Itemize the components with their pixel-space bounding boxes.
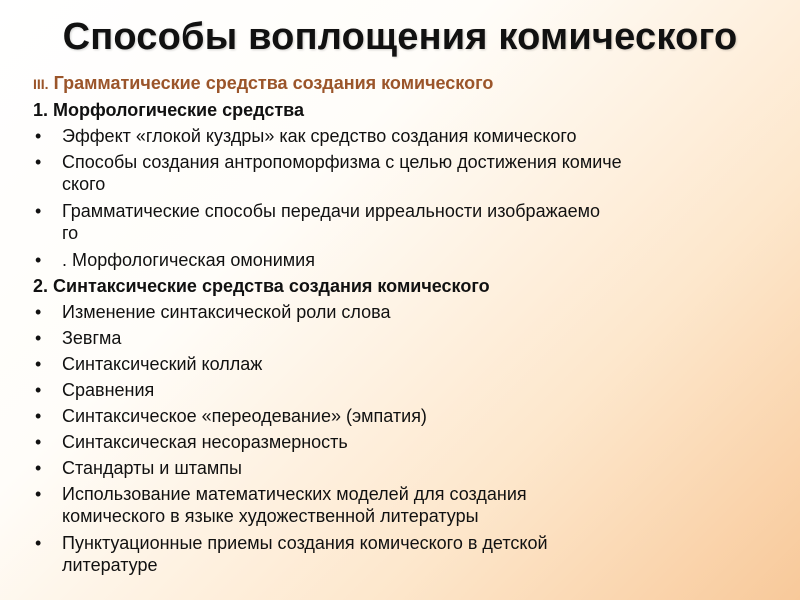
section-heading-text: Грамматические средства создания комического <box>48 73 494 93</box>
morphology-bullet-1 <box>33 125 763 147</box>
syntax-bullet-6 <box>33 431 763 453</box>
syntax-bullet-1 <box>33 301 763 323</box>
syntax-bullet-text-6: • Синтаксическая несоразмерность <box>62 432 348 452</box>
syntax-bullet-text-7: • Стандарты и штампы <box>62 458 242 478</box>
roman-numeral: III. <box>33 76 49 92</box>
syntax-bullet-text-4: • Сравнения <box>62 380 155 400</box>
syntax-bullet-5 <box>33 405 763 427</box>
subsection-syntax-heading: 2. Синтаксические средства создания комического <box>33 276 490 296</box>
morphology-bullet-text-2: • Способы создания антропоморфизма с целью достижения комиче ского <box>62 152 622 194</box>
syntax-bullet-text-9: • Пунктуационные приемы создания комического в детской литературе <box>62 533 548 575</box>
morphology-bullet-text-3: • Грамматические способы передачи ирреальности изображаемо го <box>62 201 601 243</box>
syntax-bullet-text-8: • Использование математических моделей для создания комического в языке художественной литературы <box>62 484 527 526</box>
syntax-bullet-text-3: • Синтаксический коллаж <box>62 354 263 374</box>
subsection-morphology-heading: 1. Морфологические средства <box>33 100 305 120</box>
syntax-bullet-2 <box>33 327 763 349</box>
syntax-bullet-9 <box>33 532 763 576</box>
syntax-bullet-text-2: • Зевгма <box>62 328 122 348</box>
syntax-bullet-text-5: • Синтаксическое «переодевание» (эмпатия) <box>62 406 427 426</box>
syntax-bullet-4 <box>33 379 763 401</box>
morphology-bullet-text-4: • . Морфологическая омонимия <box>62 250 315 270</box>
syntax-bullet-3 <box>33 353 763 375</box>
syntax-bullet-text-1: • Изменение синтаксической роли слова <box>62 302 391 322</box>
slide-content <box>33 72 763 576</box>
section-heading-grammar <box>33 72 763 95</box>
morphology-bullet-3 <box>33 200 763 244</box>
morphology-bullet-2 <box>33 151 763 195</box>
morphology-bullet-4 <box>33 249 763 271</box>
morphology-bullet-text-1: • Эффект «глокой куздры» как средство создания комического <box>62 126 577 146</box>
syntax-bullet-7 <box>33 457 763 479</box>
slide-title: Способы воплощения комического <box>62 16 738 58</box>
syntax-bullet-8 <box>33 483 763 527</box>
